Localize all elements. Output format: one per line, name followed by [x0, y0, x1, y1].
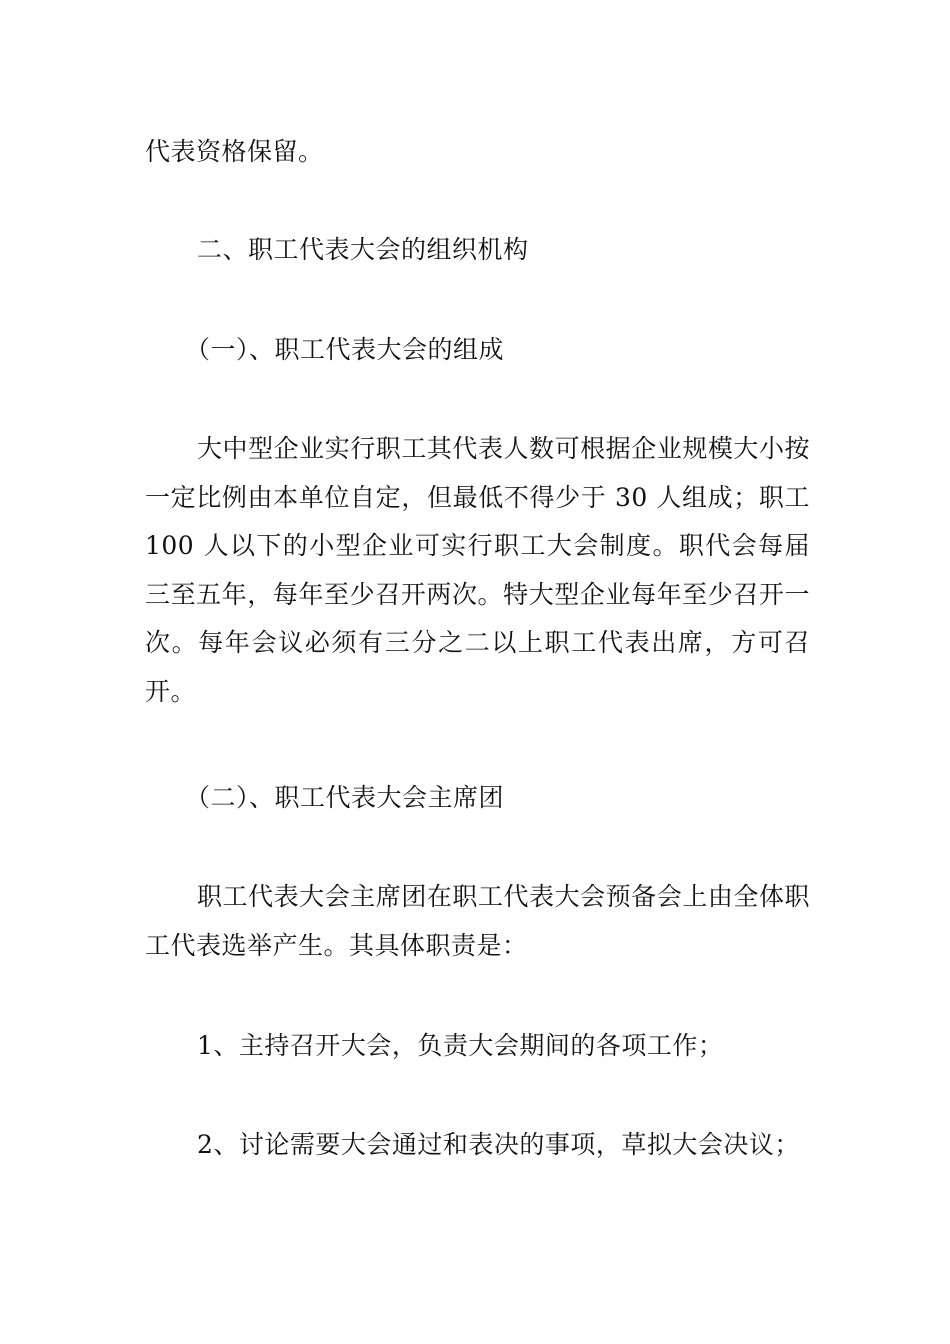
subsection-2-paragraph: 职工代表大会主席团在职工代表大会预备会上由全体职工代表选举产生。其具体职责是：	[145, 882, 810, 960]
list-item-1: 1、主持召开大会，负责大会期间的各项工作；	[197, 1031, 724, 1060]
subsection-1-heading: （一）、职工代表大会的组成	[185, 335, 505, 364]
subsection-1-paragraph: 大中型企业实行职工其代表人数可根据企业规模大小按一定比例由本单位自定，但最低不得少于 30 人组成；职工 100 人以下的小型企业可实行职工大会制度。职代会每届三至五年，每年至少召开两次。特大型企业每年至少召开一次。每年会议必须有三分之二以上职工代表出席，方可召开。	[145, 434, 810, 706]
continuation-text: 代表资格保留。	[145, 137, 324, 166]
subsection-2-heading: （二）、职工代表大会主席团	[185, 783, 505, 812]
section-heading: 二、职工代表大会的组织机构	[197, 235, 529, 264]
list-item-2: 2、讨论需要大会通过和表决的事项，草拟大会决议；	[197, 1130, 800, 1159]
